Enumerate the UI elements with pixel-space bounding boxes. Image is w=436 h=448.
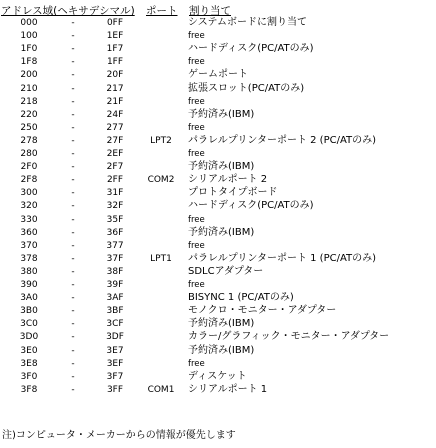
assignment: free — [188, 57, 205, 68]
assignment: パラレルプリンターポート 2 (PC/ATのみ) — [188, 134, 377, 146]
port-name: COM1 — [147, 384, 175, 395]
address-start: 000 — [20, 18, 38, 28]
range-dash: - — [71, 70, 75, 81]
address-end: 3CF — [106, 319, 124, 330]
table-row — [0, 371, 436, 383]
range-dash: - — [71, 280, 75, 290]
assignment: ハードディスク(PC/ATのみ) — [188, 200, 314, 212]
address-start: 3E8 — [20, 358, 38, 369]
range-dash: - — [71, 44, 75, 55]
range-dash: - — [71, 109, 75, 120]
address-end: 3DF — [106, 332, 124, 343]
table-row — [0, 69, 436, 81]
range-dash: - — [71, 31, 75, 42]
address-end: 36F — [106, 227, 124, 238]
table-row — [0, 253, 436, 265]
table-row — [0, 345, 436, 357]
assignment: free — [188, 96, 205, 107]
assignment: シリアルポート 1 — [188, 383, 268, 395]
table-row — [0, 43, 436, 55]
address-end: 2F7 — [106, 162, 124, 173]
address-end: 37F — [106, 253, 124, 264]
assignment-header: 割り当て — [189, 5, 231, 17]
address-end: 3EF — [106, 358, 124, 369]
assignment: free — [188, 31, 205, 42]
assignment: ハードディスク(PC/ATのみ) — [188, 43, 314, 55]
address-start: 3E0 — [20, 345, 38, 356]
table-row — [0, 384, 436, 396]
range-dash: - — [71, 83, 75, 94]
address-end: 38F — [106, 266, 124, 277]
assignment: free — [188, 240, 205, 251]
range-dash: - — [71, 175, 75, 186]
assignment: free — [188, 149, 205, 159]
assignment: 予約済み(IBM) — [188, 226, 255, 238]
assignment: SDLCアダプター — [188, 265, 264, 277]
table-row — [0, 318, 436, 330]
address-end: 24F — [106, 109, 124, 120]
table-row — [0, 96, 436, 108]
table-row — [0, 135, 436, 147]
range-dash: - — [71, 214, 75, 225]
address-end: 3AF — [106, 293, 124, 304]
address-start: 218 — [20, 96, 38, 107]
table-row — [0, 122, 436, 134]
address-end: 1F7 — [106, 44, 124, 55]
range-dash: - — [71, 345, 75, 356]
assignment: 予約済み(IBM) — [188, 318, 255, 330]
table-row — [0, 200, 436, 212]
table-row — [0, 17, 436, 29]
assignment: ゲームポート — [188, 69, 248, 81]
address-end: 35F — [106, 214, 124, 225]
address-end: 1EF — [106, 31, 124, 42]
range-dash: - — [71, 371, 75, 382]
address-range-header: アドレス域(ヘキサデシマル) — [1, 5, 135, 17]
assignment: free — [188, 214, 205, 225]
port-header: ポート — [146, 5, 178, 17]
address-end: 32F — [106, 201, 124, 212]
address-start: 3C0 — [20, 319, 38, 330]
range-dash: - — [71, 122, 75, 133]
table-row — [0, 331, 436, 343]
assignment: 予約済み(IBM) — [188, 108, 255, 120]
range-dash: - — [71, 227, 75, 238]
assignment: 予約済み(IBM) — [188, 161, 255, 173]
range-dash: - — [71, 149, 75, 159]
range-dash: - — [71, 135, 75, 146]
address-end: 3FF — [106, 384, 124, 395]
assignment: カラー/グラフィック・モニター・アダプター — [188, 331, 390, 343]
address-start: 378 — [20, 253, 38, 264]
table-row — [0, 227, 436, 239]
assignment: 拡張スロット(PC/ATのみ) — [188, 82, 305, 94]
table-row — [0, 56, 436, 68]
address-end: 27F — [106, 135, 124, 146]
table-row — [0, 214, 436, 226]
table-row — [0, 305, 436, 317]
assignment: モノクロ・モニター・アダプター — [188, 305, 337, 317]
table-row — [0, 358, 436, 370]
range-dash: - — [71, 384, 75, 395]
address-end: 2FF — [106, 175, 124, 186]
address-end: 3E7 — [106, 345, 124, 356]
address-start: 2F8 — [20, 175, 38, 186]
address-end: 21F — [106, 96, 124, 107]
address-start: 1F8 — [20, 57, 38, 68]
address-start: 390 — [20, 280, 38, 290]
address-end: 277 — [106, 122, 124, 133]
assignment: free — [188, 122, 205, 133]
range-dash: - — [71, 240, 75, 251]
address-end: 39F — [106, 280, 124, 290]
address-start: 2F0 — [20, 162, 38, 173]
table-row — [0, 109, 436, 121]
address-start: 320 — [20, 201, 38, 212]
table-row — [0, 174, 436, 186]
address-end: 3BF — [106, 306, 124, 317]
range-dash: - — [71, 96, 75, 107]
address-start: 220 — [20, 109, 38, 120]
address-start: 300 — [20, 188, 38, 199]
table-row — [0, 148, 436, 160]
range-dash: - — [71, 332, 75, 343]
address-end: 1FF — [106, 57, 124, 68]
assignment: ディスケット — [188, 370, 247, 382]
assignment: プロトタイプボード — [188, 187, 278, 199]
range-dash: - — [71, 188, 75, 199]
port-name: LPT2 — [150, 135, 172, 146]
footnote: 注)コンピュータ・メーカーからの情報が優先します — [2, 430, 236, 441]
address-start: 370 — [20, 240, 38, 251]
address-end: 377 — [106, 240, 124, 251]
assignment: システムボードに割り当て — [188, 17, 307, 28]
address-start: 3B0 — [20, 306, 38, 317]
range-dash: - — [71, 293, 75, 304]
address-end: 31F — [106, 188, 124, 199]
address-start: 3A0 — [20, 293, 38, 304]
address-start: 3F0 — [20, 371, 38, 382]
address-start: 200 — [20, 70, 38, 81]
range-dash: - — [71, 266, 75, 277]
range-dash: - — [71, 306, 75, 317]
table-row — [0, 83, 436, 95]
table-row — [0, 266, 436, 278]
address-end: 2EF — [106, 149, 124, 159]
address-start: 280 — [20, 149, 38, 159]
address-start: 330 — [20, 214, 38, 225]
table-row — [0, 279, 436, 291]
address-end: 3F7 — [106, 371, 124, 382]
assignment: free — [188, 358, 205, 369]
assignment: free — [188, 280, 205, 290]
address-start: 380 — [20, 266, 38, 277]
table-row — [0, 30, 436, 42]
address-start: 360 — [20, 227, 38, 238]
port-name: LPT1 — [150, 253, 172, 264]
address-start: 250 — [20, 122, 38, 133]
range-dash: - — [71, 201, 75, 212]
assignment: パラレルプリンターポート 1 (PC/ATのみ) — [188, 252, 377, 264]
address-start: 100 — [20, 31, 38, 42]
range-dash: - — [71, 253, 75, 264]
range-dash: - — [71, 57, 75, 68]
address-end: 20F — [106, 70, 124, 81]
table-row — [0, 240, 436, 252]
assignment: 予約済み(IBM) — [188, 344, 255, 356]
address-start: 210 — [20, 83, 38, 94]
address-start: 3F8 — [20, 384, 38, 395]
range-dash: - — [71, 18, 75, 28]
range-dash: - — [71, 319, 75, 330]
range-dash: - — [71, 358, 75, 369]
address-start: 278 — [20, 135, 38, 146]
assignment: BISYNC 1 (PC/ATのみ) — [188, 292, 294, 304]
table-row — [0, 187, 436, 199]
address-start: 1F0 — [20, 44, 38, 55]
table-row — [0, 292, 436, 304]
address-end: 217 — [106, 83, 124, 94]
range-dash: - — [71, 162, 75, 173]
address-end: 0FF — [106, 18, 124, 28]
assignment: シリアルポート 2 — [188, 174, 268, 186]
address-start: 3D0 — [19, 332, 39, 343]
port-name: COM2 — [147, 175, 175, 186]
table-row — [0, 161, 436, 173]
